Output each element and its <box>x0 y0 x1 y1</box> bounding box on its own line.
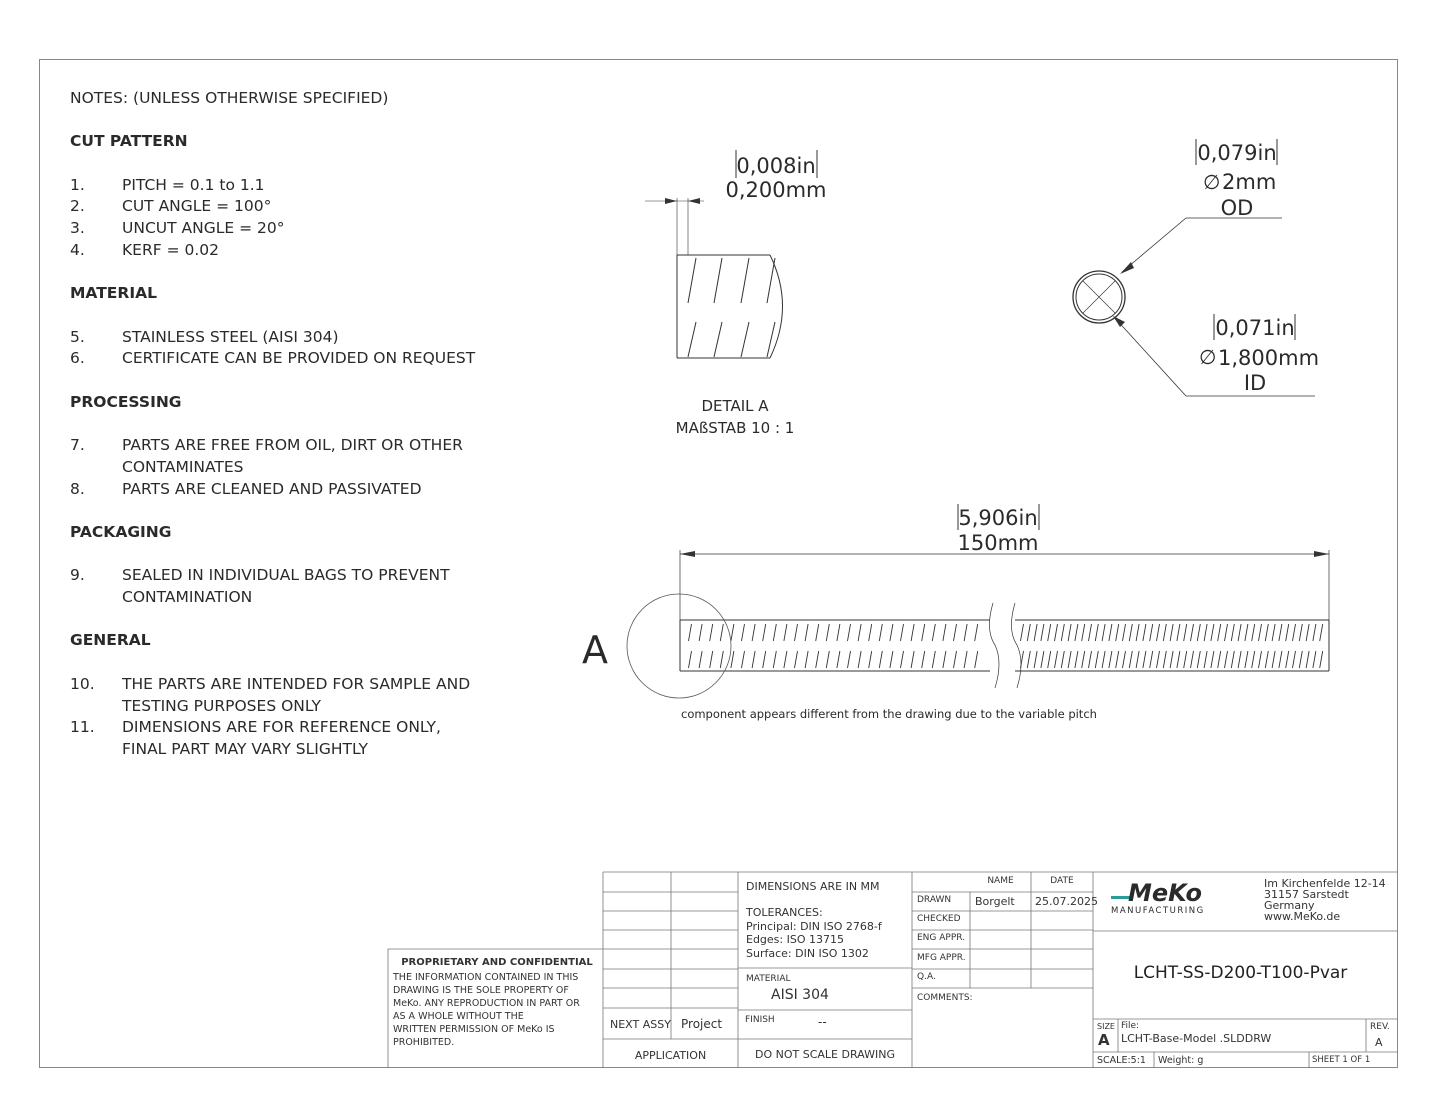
tube-cut-line <box>1123 624 1126 641</box>
tube-cut-line <box>742 624 745 641</box>
variable-pitch-note: component appears different from the drawing due to the variable pitch <box>681 707 1097 721</box>
note-text: KERF = 0.02 <box>122 240 219 259</box>
id-leader-arrow <box>1113 316 1125 327</box>
od-dim-in: 0,079in <box>1197 141 1277 165</box>
tube-cut-line <box>901 624 904 641</box>
tube-cut-line <box>1027 651 1030 668</box>
tube-cut-line <box>1123 651 1126 668</box>
part-number: LCHT-SS-D200-T100-Pvar <box>1133 963 1348 983</box>
tube-cut-line <box>932 624 935 641</box>
finish-value: -- <box>818 1015 827 1029</box>
proprietary-line: THE INFORMATION CONTAINED IN THIS <box>393 972 579 983</box>
do-not-scale: DO NOT SCALE DRAWING <box>755 1048 895 1061</box>
tolerance-line: Surface: DIN ISO 1302 <box>746 946 869 960</box>
rev-label: REV. <box>1370 1022 1390 1032</box>
tube-cut-line <box>1279 651 1282 668</box>
rev-value: A <box>1375 1036 1383 1049</box>
tube-cut-line <box>1238 651 1241 668</box>
tube-cut-line <box>1306 651 1309 668</box>
tube-cut-line <box>932 651 935 668</box>
length-dim-mm: 150mm <box>957 531 1039 555</box>
notes-section-title: GENERAL <box>70 631 151 650</box>
tube-cut-line <box>1068 651 1071 668</box>
tube-cut-line <box>689 624 692 641</box>
size-value: A <box>1098 1031 1110 1049</box>
tube-cut-line <box>720 651 723 668</box>
notes-section-title: MATERIAL <box>70 284 157 303</box>
proprietary-line: DRAWING IS THE SOLE PROPERTY OF <box>393 985 569 996</box>
address-line: Im Kirchenfelde 12-14 <box>1264 877 1386 890</box>
tube-cut-line <box>689 651 692 668</box>
id-label: ID <box>1243 371 1267 395</box>
tube-cut-line <box>1082 624 1085 641</box>
tube-cut-line <box>848 651 851 668</box>
tube-cut-line <box>1320 651 1323 668</box>
tube-cut-line <box>954 651 957 668</box>
tube-cut-line <box>1286 651 1289 668</box>
note-number: 4. <box>70 240 85 259</box>
tube-cut-line <box>1231 624 1234 641</box>
notes-section-title: CUT PATTERN <box>70 132 188 151</box>
id-dim-in: 0,071in <box>1215 316 1295 340</box>
tube-cut-line <box>1061 624 1064 641</box>
tube-cut-line <box>837 651 840 668</box>
tube-cut-line <box>1163 624 1166 641</box>
approval-role: DRAWN <box>917 895 952 905</box>
tube-cut-line <box>805 624 808 641</box>
note-text: CONTAMINATES <box>122 457 244 476</box>
approval-role: MFG APPR. <box>917 953 966 963</box>
tube-cut-line <box>1272 624 1275 641</box>
tube-cut-line <box>1048 651 1051 668</box>
approval-date: 25.07.2025 <box>1035 895 1098 908</box>
tube-cut-line <box>1177 651 1180 668</box>
tube-cut-line <box>1055 651 1058 668</box>
tube-cut-line <box>1279 624 1282 641</box>
tube-cut-line <box>1211 624 1214 641</box>
tube-cut-line <box>1027 624 1030 641</box>
tube-cut-line <box>1293 651 1296 668</box>
tube-cut-line <box>1197 624 1200 641</box>
note-text: PARTS ARE CLEANED AND PASSIVATED <box>122 479 422 498</box>
detail-a-letter: A <box>582 628 608 672</box>
tube-cut-line <box>1021 624 1024 641</box>
proprietary-block <box>393 957 601 1049</box>
tube-cut-line <box>1204 651 1207 668</box>
tube-cut-line <box>837 624 840 641</box>
tube-cut-line <box>1265 624 1268 641</box>
approval-role: ENG APPR. <box>917 933 966 943</box>
note-number: 8. <box>70 479 85 498</box>
tube-cut-line <box>1320 624 1323 641</box>
tube-cut-line <box>1095 624 1098 641</box>
tube-cut-line <box>731 624 734 641</box>
sheet-label: SHEET 1 OF 1 <box>1312 1055 1371 1065</box>
detail-cut-line <box>767 322 775 357</box>
tube-cut-line <box>848 624 851 641</box>
tube-cut-line <box>922 651 925 668</box>
tube-cut-line <box>922 624 925 641</box>
tube-cut-line <box>784 651 787 668</box>
name-header: NAME <box>987 876 1014 886</box>
length-arrow-right <box>1314 551 1329 557</box>
tube-cut-line <box>1197 651 1200 668</box>
tube-cut-line <box>1102 624 1105 641</box>
detail-cut-line <box>714 322 722 357</box>
tube-cut-line <box>710 624 713 641</box>
tube-cut-line <box>1238 624 1241 641</box>
tolerances-block <box>746 906 882 960</box>
tube-cut-line <box>1129 651 1132 668</box>
tube-cut-line <box>773 651 776 668</box>
tube-cut-line <box>816 651 819 668</box>
next-assy-label: NEXT ASSY <box>610 1018 671 1031</box>
note-number: 11. <box>70 718 95 737</box>
tube-cut-line <box>773 624 776 641</box>
note-text: UNCUT ANGLE = 20° <box>122 219 285 238</box>
tube-cut-line <box>1231 651 1234 668</box>
tube-cut-line <box>1177 624 1180 641</box>
material-value: AISI 304 <box>771 987 829 1003</box>
tube-cut-line <box>975 624 978 641</box>
tube-cut-line <box>826 651 829 668</box>
note-number: 7. <box>70 436 85 455</box>
tube-cut-line <box>1313 651 1316 668</box>
tube-cut-line <box>1041 651 1044 668</box>
tube-cut-line <box>858 624 861 641</box>
tube-cut-line <box>1286 624 1289 641</box>
tube-cut-line <box>858 651 861 668</box>
diameter-symbol-od: ∅ <box>1203 170 1221 194</box>
finish-label: FINISH <box>745 1015 775 1025</box>
tube-cut-line <box>1089 624 1092 641</box>
od-dim-mm: 2mm <box>1222 170 1277 194</box>
tolerance-line: TOLERANCES: <box>746 906 823 919</box>
proprietary-line: AS A WHOLE WITHOUT THE <box>393 1011 524 1022</box>
tube-cut-line <box>1116 624 1119 641</box>
note-number: 1. <box>70 175 85 194</box>
tolerance-line: Principal: DIN ISO 2768-f <box>746 919 882 933</box>
tube-cut-line <box>1034 651 1037 668</box>
detail-a-circle <box>627 594 731 698</box>
tube-cut-line <box>1136 651 1139 668</box>
proprietary-line: WRITTEN PERMISSION OF MeKo IS <box>393 1024 555 1035</box>
tube-cut-line <box>943 651 946 668</box>
approval-role: CHECKED <box>917 914 961 924</box>
tube-cut-line <box>1184 624 1187 641</box>
tube-cut-line <box>784 624 787 641</box>
tube-cut-line <box>731 651 734 668</box>
tube-cut-line <box>1184 651 1187 668</box>
note-text: PARTS ARE FREE FROM OIL, DIRT OR OTHER <box>122 436 463 455</box>
tube-cut-line <box>1150 624 1153 641</box>
tube-cut-line <box>805 651 808 668</box>
tube-cut-line <box>763 651 766 668</box>
length-arrow-left <box>680 551 695 557</box>
tube-cut-line <box>1191 651 1194 668</box>
tube-cut-line <box>869 651 872 668</box>
dims-in-mm: DIMENSIONS ARE IN MM <box>746 880 880 893</box>
notes-header: NOTES: (UNLESS OTHERWISE SPECIFIED) <box>70 89 389 107</box>
note-text: FINAL PART MAY VARY SLIGHTLY <box>122 739 369 758</box>
tube-cut-line <box>869 624 872 641</box>
tube-cut-line <box>1259 651 1262 668</box>
detail-scale: MAßSTAB 10 : 1 <box>675 419 795 437</box>
dim-arrow-right <box>688 198 700 204</box>
file-label: File: <box>1121 1021 1140 1031</box>
tube-cut-line <box>1170 624 1173 641</box>
tube-cut-line <box>720 624 723 641</box>
tube-cut-line <box>710 651 713 668</box>
address-line: www.MeKo.de <box>1264 910 1341 923</box>
tube-cut-line <box>964 651 967 668</box>
application-label: APPLICATION <box>634 1049 707 1062</box>
address-line: Germany <box>1264 899 1315 912</box>
detail-cut-line <box>714 258 722 303</box>
tube-cut-line <box>1163 651 1166 668</box>
tube-cut-line <box>1204 624 1207 641</box>
tube-cut-line <box>1313 624 1316 641</box>
tube-cut-line <box>1109 624 1112 641</box>
note-text: CUT ANGLE = 100° <box>122 197 272 216</box>
note-text: TESTING PURPOSES ONLY <box>122 696 321 715</box>
tube-cut-line <box>911 651 914 668</box>
tube-cut-line <box>1055 624 1058 641</box>
detail-label: DETAIL A <box>701 397 769 415</box>
tube-cut-line <box>1225 624 1228 641</box>
meko-logo-sub: MANUFACTURING <box>1111 906 1205 916</box>
tube-cut-line <box>890 624 893 641</box>
tube-cut-line <box>1245 624 1248 641</box>
tube-cut-line <box>816 624 819 641</box>
tube-cut-line <box>1089 651 1092 668</box>
tube-cut-line <box>1299 624 1302 641</box>
note-text: CONTAMINATION <box>122 588 253 607</box>
tube-cut-line <box>1129 624 1132 641</box>
note-text: THE PARTS ARE INTENDED FOR SAMPLE AND <box>122 674 471 693</box>
material-label: MATERIAL <box>746 974 791 984</box>
tube-cut-line <box>911 624 914 641</box>
project-label: Project <box>681 1017 723 1031</box>
note-text: DIMENSIONS ARE FOR REFERENCE ONLY, <box>122 718 441 737</box>
note-number: 9. <box>70 566 85 585</box>
proprietary-line: PROHIBITED. <box>393 1037 455 1048</box>
tube-cut-line <box>763 624 766 641</box>
proprietary-title: PROPRIETARY AND CONFIDENTIAL <box>401 957 593 968</box>
tube-cut-line <box>1191 624 1194 641</box>
tube-cut-line <box>1061 651 1064 668</box>
tube-cut-line <box>1259 624 1262 641</box>
note-number: 3. <box>70 219 85 238</box>
tube-cut-line <box>1143 624 1146 641</box>
note-text: STAINLESS STEEL (AISI 304) <box>122 327 339 346</box>
tube-cut-line <box>954 624 957 641</box>
tube-cut-line <box>1157 651 1160 668</box>
detail-cut-line <box>767 258 775 303</box>
tube-cut-line <box>1136 624 1139 641</box>
detail-dim-mm: 0,200mm <box>725 178 827 202</box>
tube-cut-line <box>943 624 946 641</box>
diameter-symbol-id: ∅ <box>1199 345 1217 369</box>
tube-cut-line <box>1218 651 1221 668</box>
length-bracket-right <box>1038 504 1040 530</box>
tube-cut-line <box>1075 624 1078 641</box>
address-line: 31157 Sarstedt <box>1264 888 1349 901</box>
tolerance-line: Edges: ISO 13715 <box>746 933 844 946</box>
tube-cut-line <box>826 624 829 641</box>
note-text: PITCH = 0.1 to 1.1 <box>122 175 265 194</box>
tube-cut-line <box>1299 651 1302 668</box>
tube-cut-line <box>742 651 745 668</box>
meko-logo: MeKo <box>1128 879 1202 907</box>
tube-cut-line <box>901 651 904 668</box>
approval-role: Q.A. <box>917 972 936 982</box>
note-number: 6. <box>70 349 85 368</box>
note-number: 2. <box>70 197 85 216</box>
tube-cut-line <box>879 624 882 641</box>
tube-cut-line <box>1252 624 1255 641</box>
comments-label: COMMENTS: <box>917 993 973 1003</box>
note-text: CERTIFICATE CAN BE PROVIDED ON REQUEST <box>122 349 476 368</box>
detail-cut-line <box>688 258 696 303</box>
weight-label: Weight: g <box>1158 1055 1204 1066</box>
tube-cut-line <box>1293 624 1296 641</box>
date-header: DATE <box>1050 876 1074 886</box>
approval-name: Borgelt <box>975 895 1015 908</box>
detail-a-view <box>645 198 783 358</box>
tube-cut-line <box>1034 624 1037 641</box>
scale-label: SCALE:5:1 <box>1097 1055 1146 1066</box>
tube-cut-line <box>1252 651 1255 668</box>
tube-cut-line <box>1068 624 1071 641</box>
tube-cut-line <box>1150 651 1153 668</box>
address-block <box>1264 878 1386 922</box>
tube-cut-line <box>752 624 755 641</box>
tube-cut-line <box>699 651 702 668</box>
note-number: 5. <box>70 327 85 346</box>
dim-bracket-right <box>816 150 818 178</box>
tube-cut-line <box>1245 651 1248 668</box>
od-label: OD <box>1220 196 1254 220</box>
tube-cut-line <box>1265 651 1268 668</box>
file-value: LCHT-Base-Model .SLDDRW <box>1121 1032 1272 1045</box>
tube-cut-line <box>1041 624 1044 641</box>
tube-cut-line <box>1095 651 1098 668</box>
tube-cut-line <box>1048 624 1051 641</box>
note-text: SEALED IN INDIVIDUAL BAGS TO PREVENT <box>122 566 450 585</box>
tube-side-view <box>680 603 1329 688</box>
tube-cut-line <box>1143 651 1146 668</box>
tube-cut-line <box>1116 651 1119 668</box>
length-dimension-line <box>680 550 1329 620</box>
id-dim-mm: 1,800mm <box>1218 346 1320 370</box>
tube-cut-line <box>1218 624 1221 641</box>
tube-cut-line <box>975 651 978 668</box>
length-dim-in: 5,906in <box>958 506 1038 530</box>
tube-cut-line <box>752 651 755 668</box>
tube-cut-line <box>1102 651 1105 668</box>
tube-cut-line <box>795 624 798 641</box>
tube-cut-line <box>879 651 882 668</box>
dim-arrow-left <box>665 198 677 204</box>
tube-cut-line <box>699 624 702 641</box>
tube-cut-line <box>1075 651 1078 668</box>
tube-cut-line <box>1211 651 1214 668</box>
proprietary-line: MeKo. ANY REPRODUCTION IN PART OR <box>393 998 580 1009</box>
tube-cut-line <box>964 624 967 641</box>
tube-cut-line <box>1272 651 1275 668</box>
tube-cut-line <box>1157 624 1160 641</box>
detail-cut-line <box>741 258 749 303</box>
tube-cut-line <box>890 651 893 668</box>
notes-section-title: PACKAGING <box>70 522 172 541</box>
tube-cut-line <box>1170 651 1173 668</box>
tube-cut-line <box>1225 651 1228 668</box>
detail-cut-line <box>688 322 696 357</box>
detail-dim-in: 0,008in <box>736 154 816 178</box>
tube-cut-line <box>1082 651 1085 668</box>
detail-cut-line <box>741 322 749 357</box>
tube-cut-line <box>795 651 798 668</box>
notes-section-title: PROCESSING <box>70 392 182 411</box>
tube-cut-line <box>1109 651 1112 668</box>
note-number: 10. <box>70 674 95 693</box>
tube-cut-line <box>1306 624 1309 641</box>
size-label: SIZE <box>1097 1022 1115 1031</box>
